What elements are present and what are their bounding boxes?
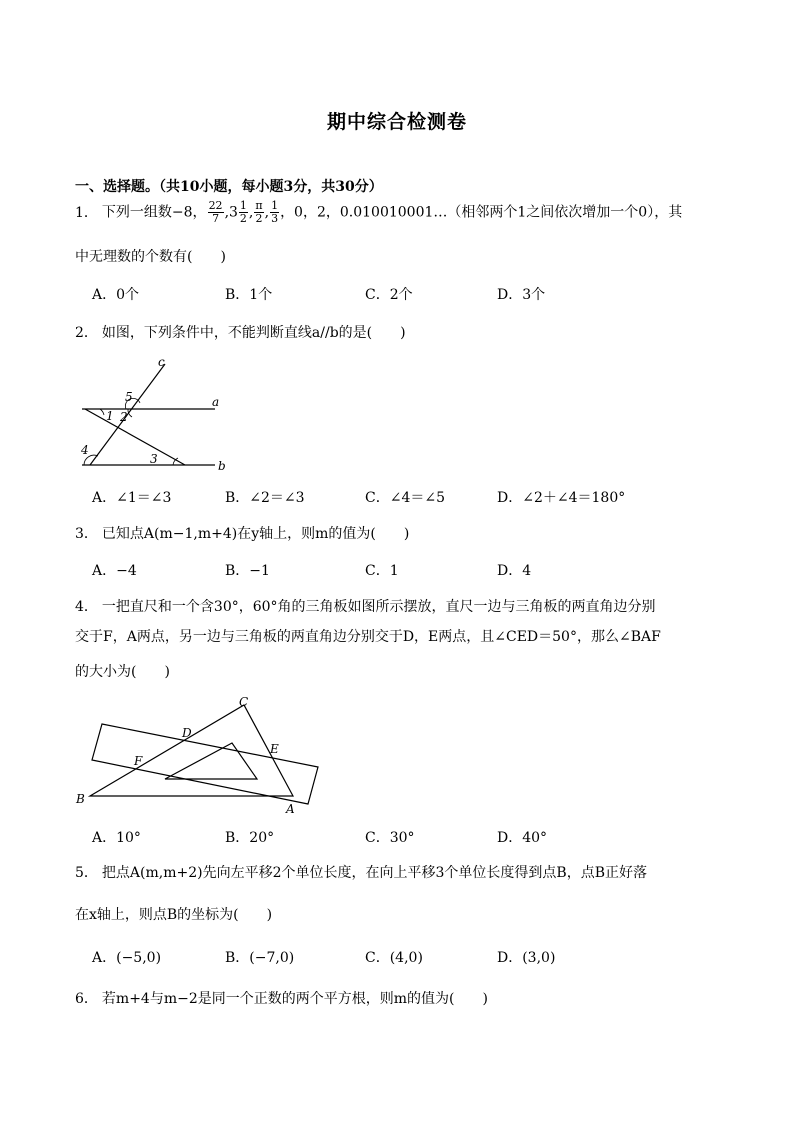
option-d[interactable]: D．3个 — [497, 287, 546, 303]
parallel-lines-figure — [70, 352, 240, 478]
ruler-triangle-figure — [70, 692, 330, 818]
option-b[interactable]: B．−1 — [225, 563, 270, 579]
question-number: 5． — [75, 865, 98, 881]
page-title: 期中综合检测卷 — [326, 111, 467, 133]
q2-text: 如图，下列条件中，不能判断直线a//b的是( ) — [101, 325, 406, 341]
label-B: B — [76, 792, 85, 806]
option-c[interactable]: C．1 — [365, 563, 399, 579]
option-b[interactable]: B．1个 — [225, 287, 273, 303]
label-E: E — [270, 742, 279, 756]
question-2 — [75, 322, 406, 344]
option-d[interactable]: D．4 — [497, 563, 532, 579]
question-number: 1． — [75, 204, 98, 221]
option-a[interactable]: A．∠1＝∠3 — [92, 490, 172, 506]
option-a[interactable]: A．−4 — [92, 563, 137, 579]
option-b[interactable]: B．20° — [225, 830, 275, 846]
fraction-22-7: $\frac{22}{7}$ — [208, 199, 223, 225]
option-c[interactable]: C．30° — [365, 830, 415, 846]
q4-line-2: 交于F，A两点，另一边与三角板的两直角边分别交于D，E两点，且∠CED＝50°，那么∠BAF — [75, 629, 661, 645]
q4-line-3: 的大小为( ) — [75, 664, 170, 680]
q3-text: 已知点A(m−1,m+4)在y轴上，则m的值为( ) — [101, 526, 410, 542]
question-4 — [75, 596, 735, 618]
q1-text-c: 中无理数的个数有( ) — [75, 249, 226, 265]
option-d[interactable]: D．∠2＋∠4＝180° — [497, 490, 626, 506]
q5-line-1: 把点A(m,m+2)先向左平移2个单位长度，在向上平移3个单位长度得到点B，点B正好落 — [101, 865, 647, 881]
question-number: 4． — [75, 599, 98, 615]
label-angle-1: 1 — [106, 409, 114, 423]
label-D: D — [182, 726, 192, 740]
fraction-1-3: $\frac{1}{3}$ — [271, 199, 279, 225]
question-number: 6． — [75, 991, 98, 1007]
option-b[interactable]: B．∠2＝∠3 — [225, 490, 305, 506]
section-heading: 一、选择题。（共10小题，每小题3分，共30分） — [75, 179, 383, 195]
q4-line-1: 一把直尺和一个含30°，60°角的三角板如图所示摆放，直尺一边与三角板的两直角边分别 — [101, 599, 656, 615]
option-a[interactable]: A．0个 — [92, 287, 140, 303]
mixed-number-whole: ,3 — [224, 204, 238, 221]
q1-text-a: 下列一组数−8， — [101, 204, 207, 221]
option-c[interactable]: C．∠4＝∠5 — [365, 490, 445, 506]
option-d[interactable]: D．40° — [497, 830, 548, 846]
label-a: a — [212, 395, 220, 409]
option-c[interactable]: C．(4,0) — [365, 950, 423, 966]
label-c: c — [158, 355, 165, 369]
fraction-1-2: $\frac{1}{2}$ — [239, 199, 247, 225]
option-b[interactable]: B．(−7,0) — [225, 950, 295, 966]
question-number: 3． — [75, 526, 98, 542]
label-angle-3: 3 — [150, 452, 158, 466]
q5-line-2: 在x轴上，则点B的坐标为( ) — [75, 907, 273, 923]
question-number: 2． — [75, 325, 98, 341]
q6-text: 若m+4与m−2是同一个正数的两个平方根，则m的值为( ) — [101, 991, 488, 1007]
option-d[interactable]: D．(3,0) — [497, 950, 556, 966]
label-angle-2: 2 — [120, 410, 128, 424]
label-F: F — [134, 754, 143, 768]
fraction-pi-2: $\frac{\pi}{2}$ — [255, 199, 263, 225]
label-b: b — [218, 459, 226, 473]
question-3 — [75, 523, 409, 545]
label-A: A — [286, 802, 295, 816]
question-6 — [75, 988, 488, 1010]
question-5 — [75, 862, 735, 884]
option-a[interactable]: A．10° — [92, 830, 141, 846]
question-1: 1． 下列一组数−8， $\frac{22}{7}$ ,3 $\frac{1}{2}$ , $\frac{\pi}{2}$ , $\frac{1}{3}$ ，0，2，0.010010001…（相邻两个1之间依次增加一个0），其 — [75, 199, 683, 225]
label-angle-5: 5 — [125, 390, 133, 404]
option-a[interactable]: A．(−5,0) — [92, 950, 162, 966]
label-C: C — [239, 695, 249, 709]
q1-text-b: ，0，2，0.010010001…（相邻两个1之间依次增加一个0），其 — [280, 204, 683, 221]
label-angle-4: 4 — [81, 443, 89, 457]
option-c[interactable]: C．2个 — [365, 287, 413, 303]
